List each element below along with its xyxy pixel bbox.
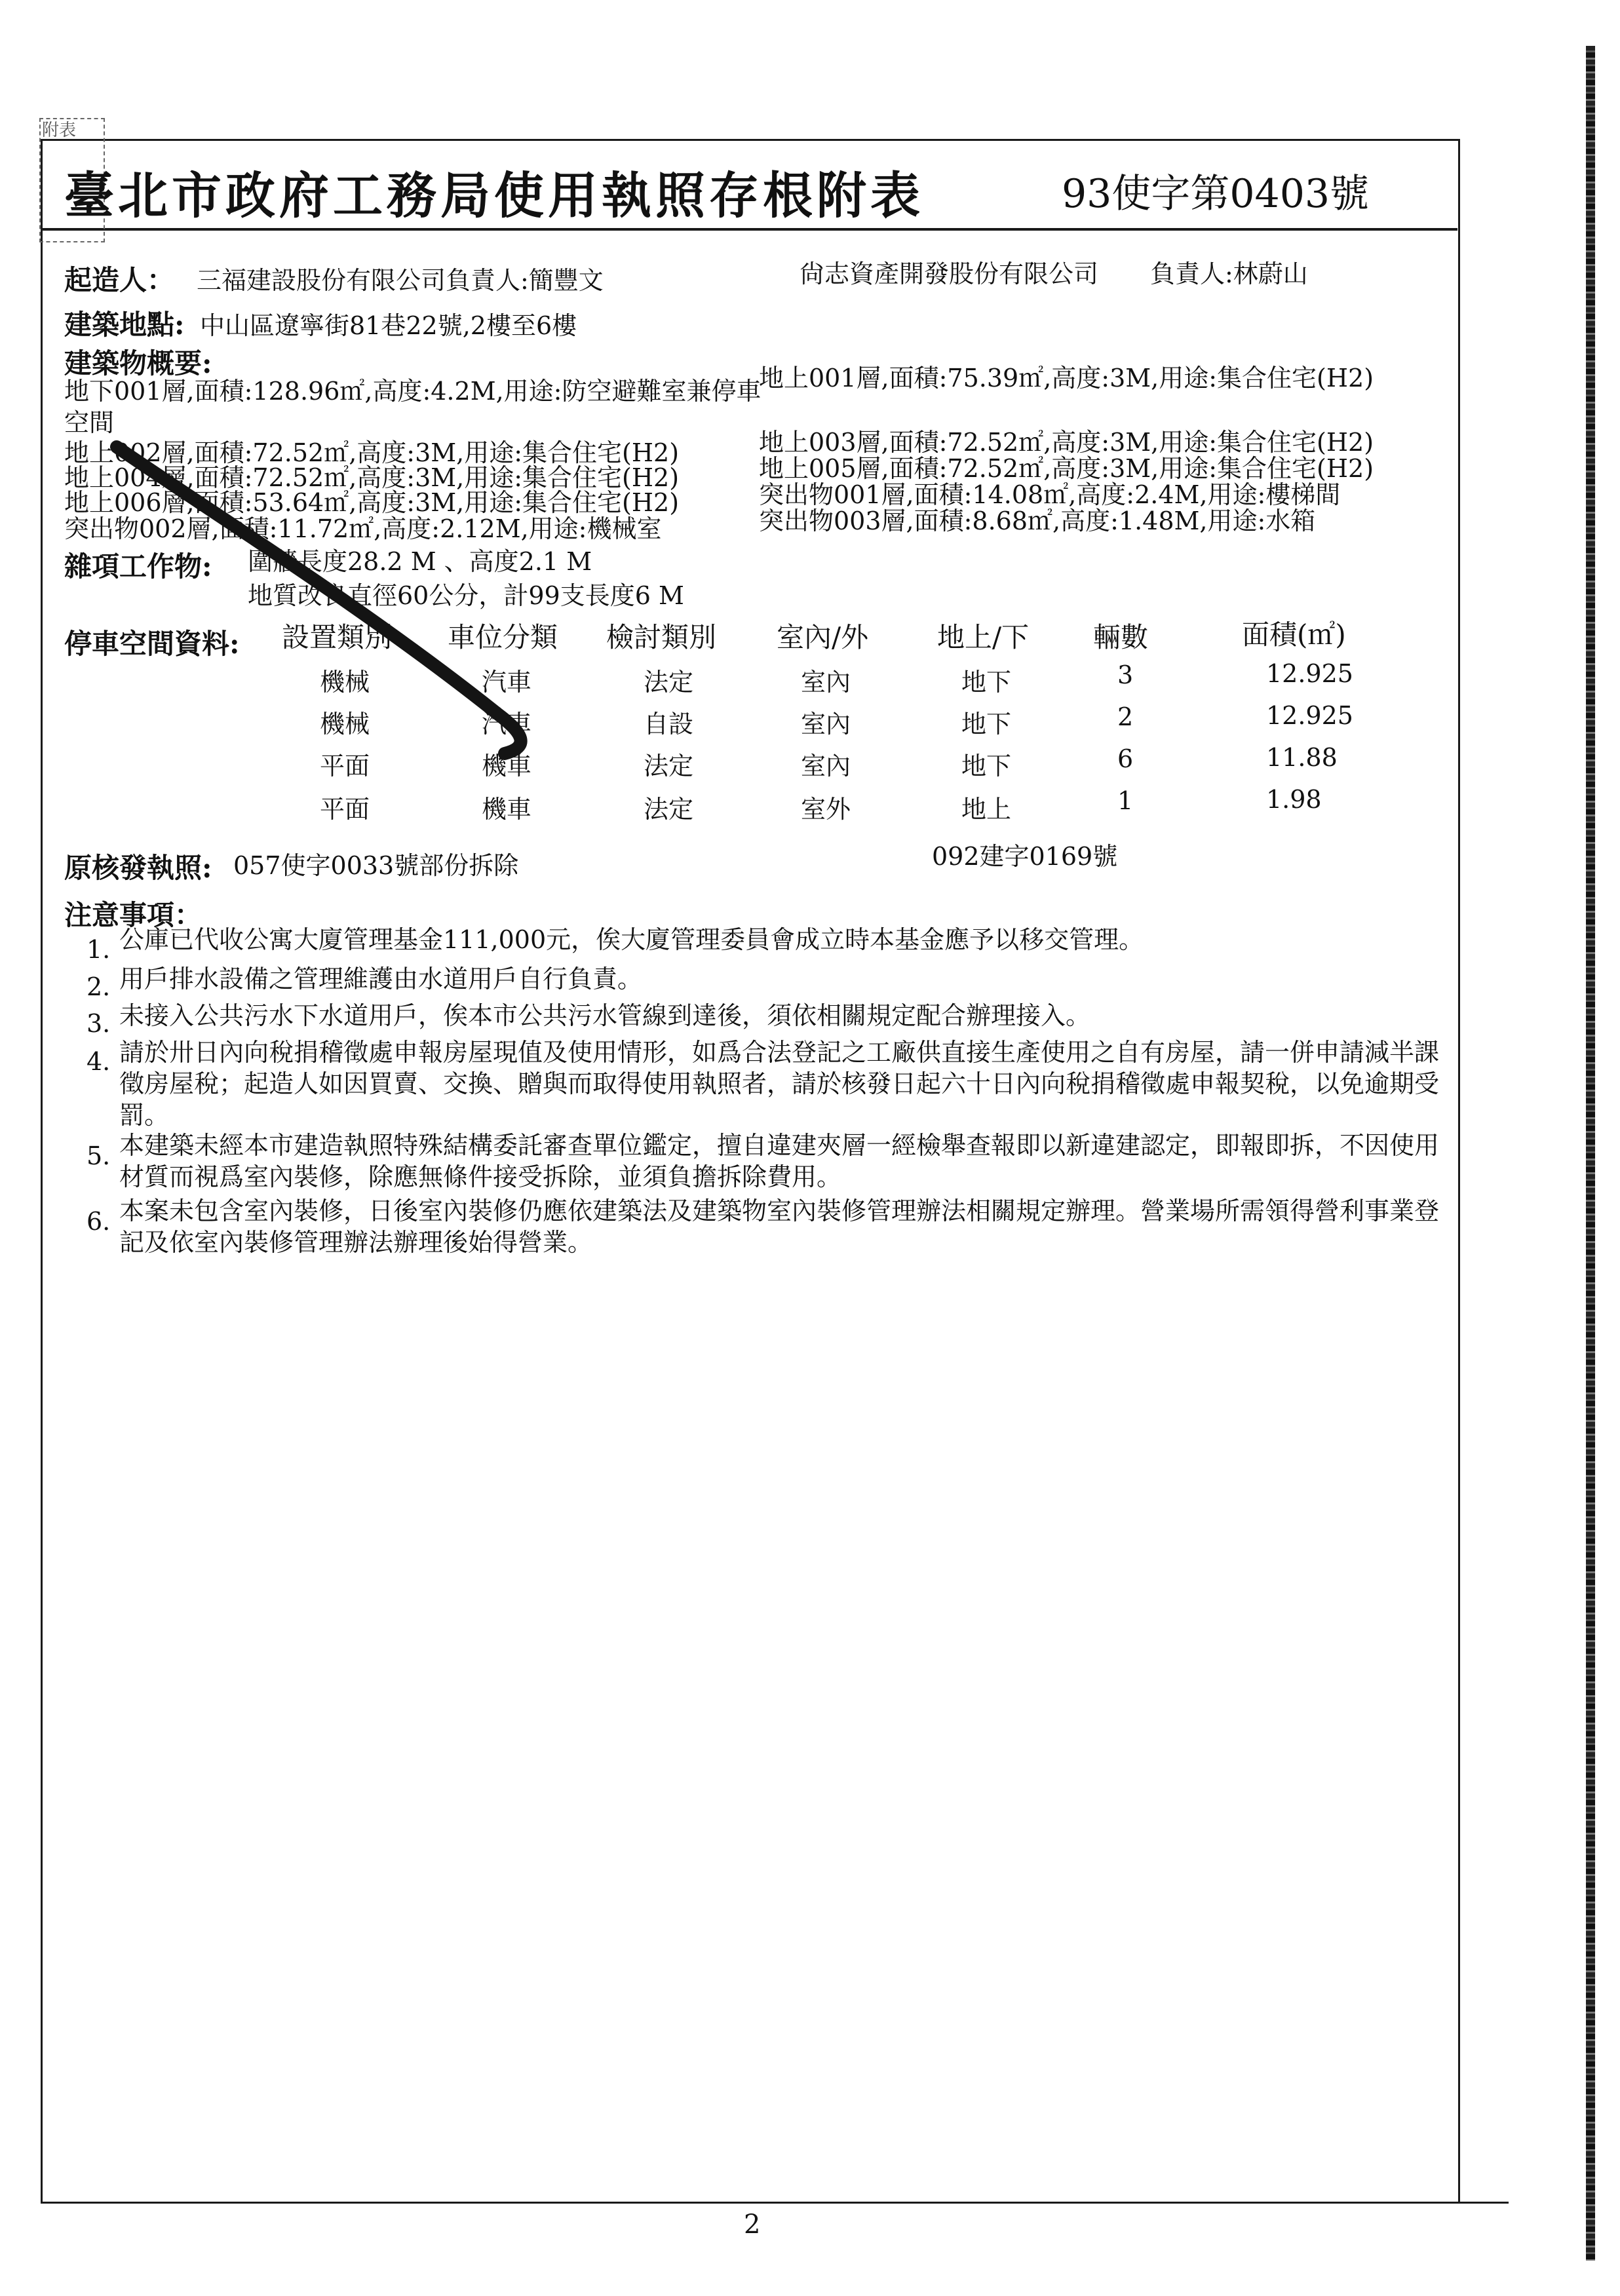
parking-cell: 12.925 <box>1266 659 1353 688</box>
applicant-value-2: 尙志資產開發股份有限公司 <box>800 259 1099 288</box>
parking-header-cell: 輛數 <box>1093 621 1149 653</box>
parking-header-cell: 地上/下 <box>937 621 1030 653</box>
note-text: 本案未包含室內裝修，日後室內裝修仍應依建築法及建築物室內裝修管理辦法相關規定辦理。營業場所需領得營利事業登記及依室內裝修管理辦法辦理後始得營業。 <box>119 1196 1440 1257</box>
parking-cell: 地下 <box>961 668 1012 697</box>
overview-row-left: 地上006層,面積:53.64㎡,高度:3M,用途:集合住宅(H2) <box>64 488 680 517</box>
parking-cell: 12.925 <box>1266 701 1353 730</box>
overview-b1: 地下001層,面積:128.96㎡,高度:4.2M,用途:防空避難室兼停車 <box>64 377 762 406</box>
parking-cell: 機械 <box>320 668 370 697</box>
parking-header-cell: 室內/外 <box>777 621 869 653</box>
overview-label: 建築物概要: <box>64 347 212 379</box>
parking-cell: 機車 <box>482 752 532 780</box>
parking-cell: 地下 <box>961 752 1012 780</box>
parking-header-cell: 設置類別 <box>282 621 393 653</box>
parking-header-cell: 車位分類 <box>448 621 558 653</box>
overview-row-right: 突出物001層,面積:14.08㎡,高度:2.4M,用途:樓梯間 <box>759 480 1341 509</box>
misc-label: 雜項工作物: <box>64 550 212 583</box>
original-permit-value: 057使字0033號部份拆除 <box>233 851 519 880</box>
overview-b1-cont: 空間 <box>64 408 115 437</box>
parking-cell: 室內 <box>801 752 851 780</box>
parking-cell: 室外 <box>801 795 851 824</box>
parking-cell: 地上 <box>961 795 1012 824</box>
parking-cell: 機械 <box>320 710 370 738</box>
parking-cell: 平面 <box>320 752 370 780</box>
misc-line-1: 圍牆長度28.2 M 、高度2.1 M <box>248 547 592 576</box>
parking-cell: 2 <box>1117 702 1134 731</box>
parking-cell: 1 <box>1117 786 1134 815</box>
parking-cell: 3 <box>1117 660 1134 689</box>
note-text: 未接入公共污水下水道用戶，俟本市公共污水管線到達後，須依相關規定配合辦理接入。 <box>119 1001 1091 1030</box>
parking-header-cell: 面積(㎡) <box>1242 619 1346 651</box>
parking-cell: 自設 <box>644 710 694 738</box>
overview-row-right: 地上005層,面積:72.52㎡,高度:3M,用途:集合住宅(H2) <box>759 454 1374 483</box>
parking-cell: 汽車 <box>482 710 532 738</box>
overview-f1: 地上001層,面積:75.39㎡,高度:3M,用途:集合住宅(H2) <box>759 364 1374 392</box>
parking-cell: 室內 <box>801 710 851 738</box>
parking-header-cell: 檢討類別 <box>606 621 717 653</box>
parking-cell: 1.98 <box>1266 785 1322 814</box>
site-label: 建築地點: <box>64 309 185 341</box>
page-title: 臺北市政府工務局使用執照存根附表 <box>64 166 924 225</box>
applicant-value-3: 負責人:林蔚山 <box>1150 259 1308 288</box>
note-number: 1. <box>87 935 111 964</box>
note-text: 本建築未經本市建造執照特殊結構委託審查單位鑑定，擅自違建夾層一經檢舉查報即以新違建認定，即報即拆，不因使用材質而視爲室內裝修，除應無條件接受拆除，並須負擔拆除費用。 <box>119 1131 1440 1191</box>
overview-row-left: 突出物002層,面積:11.72㎡,高度:2.12M,用途:機械室 <box>64 514 662 543</box>
parking-cell: 11.88 <box>1266 743 1338 772</box>
stamp-mark: 附表 <box>39 118 105 242</box>
parking-label: 停車空間資料: <box>64 628 240 660</box>
parking-cell: 6 <box>1117 744 1134 773</box>
page-number: 2 <box>744 2210 761 2240</box>
parking-cell: 機車 <box>482 795 532 824</box>
parking-cell: 法定 <box>644 668 694 697</box>
parking-cell: 室內 <box>801 668 851 697</box>
note-number: 5. <box>87 1141 111 1170</box>
note-text: 請於卅日內向稅捐稽徵處申報房屋現值及使用情形，如爲合法登記之工廠供直接生產使用之自有房屋，請一併申請減半課徵房屋稅；起造人如因買賣、交換、贈與而取得使用執照者，請於核發日起六十日內向稅捐稽徵處申報契稅，以免逾期受罰。 <box>119 1038 1440 1130</box>
parking-cell: 法定 <box>644 795 694 824</box>
note-text: 用戶排水設備之管理維護由水道用戶自行負責。 <box>119 965 643 993</box>
overview-row-left: 地上002層,面積:72.52㎡,高度:3M,用途:集合住宅(H2) <box>64 438 680 467</box>
note-number: 4. <box>87 1047 111 1076</box>
overview-row-left: 地上004層,面積:72.52㎡,高度:3M,用途:集合住宅(H2) <box>64 463 680 492</box>
original-permit-label: 原核發執照: <box>64 852 212 884</box>
parking-cell: 法定 <box>644 752 694 780</box>
overview-row-right: 突出物003層,面積:8.68㎡,高度:1.48M,用途:水箱 <box>759 507 1316 535</box>
misc-line-2: 地質改良直徑60公分，計99支長度6 M <box>248 581 684 610</box>
site-value: 中山區遼寧街81巷22號,2樓至6樓 <box>200 311 577 340</box>
overview-row-right: 地上003層,面積:72.52㎡,高度:3M,用途:集合住宅(H2) <box>759 428 1374 457</box>
parking-cell: 平面 <box>320 795 370 824</box>
original-permit-value-2: 092建字0169號 <box>932 842 1118 871</box>
note-number: 3. <box>87 1009 111 1038</box>
note-number: 6. <box>87 1207 111 1236</box>
parking-cell: 汽車 <box>482 668 532 697</box>
permit-number: 93使字第0403號 <box>1062 171 1370 217</box>
notes-label: 注意事項： <box>64 899 202 931</box>
applicant-label: 起造人： <box>64 264 175 296</box>
note-number: 2. <box>87 972 111 1001</box>
note-text: 公庫已代收公寓大廈管理基金111,000元，俟大廈管理委員會成立時本基金應予以移交管理。 <box>119 925 1144 954</box>
parking-cell: 地下 <box>961 710 1012 738</box>
applicant-value-1: 三福建設股份有限公司負責人:簡豐文 <box>197 266 604 295</box>
